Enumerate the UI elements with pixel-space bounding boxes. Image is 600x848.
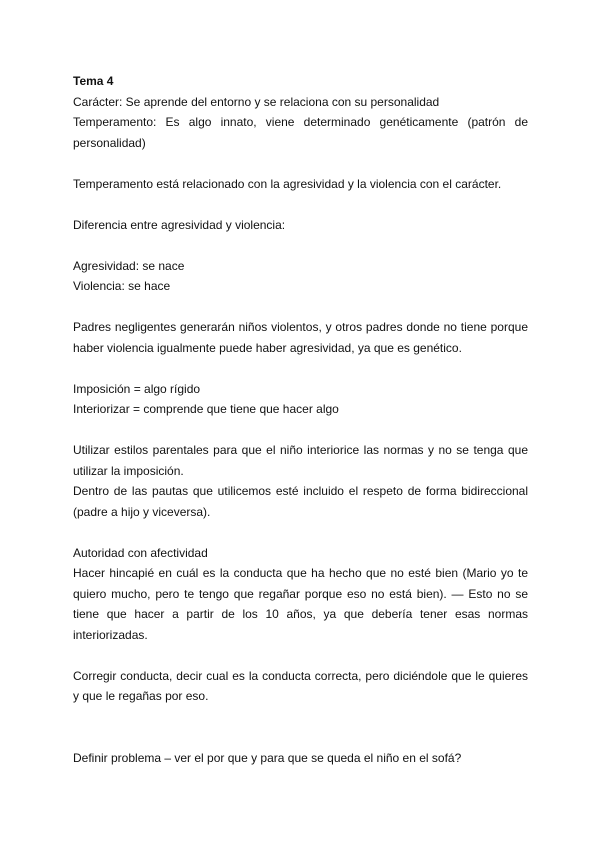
imposicion-line: Imposición = algo rígido — [73, 381, 201, 396]
utilizar-paragraph-line-2: utilizar la imposición. — [73, 463, 184, 478]
utilizar-paragraph-line-1: Utilizar estilos parentales para que el niño interiorice las normas y no se tenga que — [73, 443, 528, 457]
temperamento-definition-line-1: Temperamento: Es algo innato, viene determinado genéticamente (patrón de — [73, 115, 528, 129]
violencia-line: Violencia: se hace — [73, 279, 171, 293]
caracter-definition: Carácter: Se aprende del entorno y se relaciona con su personalidad — [73, 94, 440, 109]
document-title: Tema 4 — [73, 74, 114, 88]
definir-problema-line: Definir problema – ver el por que y para que se queda el niño en el sofá? — [73, 750, 462, 765]
relacion-paragraph: Temperamento está relacionado con la agresividad y la violencia con el carácter. — [73, 176, 502, 191]
hincapie-paragraph-line-3: tiene que hacer a partir de los 10 años, ya que debería tener esas normas — [73, 607, 528, 621]
interiorizar-line: Interiorizar = comprende que tiene que hacer algo — [73, 402, 339, 416]
hincapie-paragraph-line-4: interiorizadas. — [73, 627, 148, 642]
dentro-paragraph-line-2: (padre a hijo y viceversa). — [73, 504, 211, 519]
hincapie-paragraph-line-2: quiero mucho, pero te tengo que regañar porque eso no está bien). — Esto no se — [73, 586, 528, 601]
padres-paragraph-line-1: Padres negligentes generarán niños violentos, y otros padres donde no tiene porque — [73, 320, 528, 334]
autoridad-heading: Autoridad con afectividad — [73, 545, 208, 560]
corregir-paragraph-line-2: y que le regañas por eso. — [73, 689, 209, 703]
dentro-paragraph-line-1: Dentro de las pautas que utilicemos esté incluido el respeto de forma bidireccional — [73, 484, 528, 498]
diferencia-heading: Diferencia entre agresividad y violencia: — [73, 217, 286, 232]
agresividad-line: Agresividad: se nace — [73, 258, 185, 273]
corregir-paragraph-line-1: Corregir conducta, decir cual es la conducta correcta, pero diciéndole que le quieres — [73, 668, 528, 683]
padres-paragraph-line-2: haber violencia igualmente puede haber agresividad, ya que es genético. — [73, 340, 462, 355]
temperamento-definition-line-2: personalidad) — [73, 135, 146, 150]
document-page — [73, 71, 528, 768]
hincapie-paragraph-line-1: Hacer hincapié en cuál es la conducta que ha hecho que no esté bien (Mario yo te — [73, 566, 528, 580]
